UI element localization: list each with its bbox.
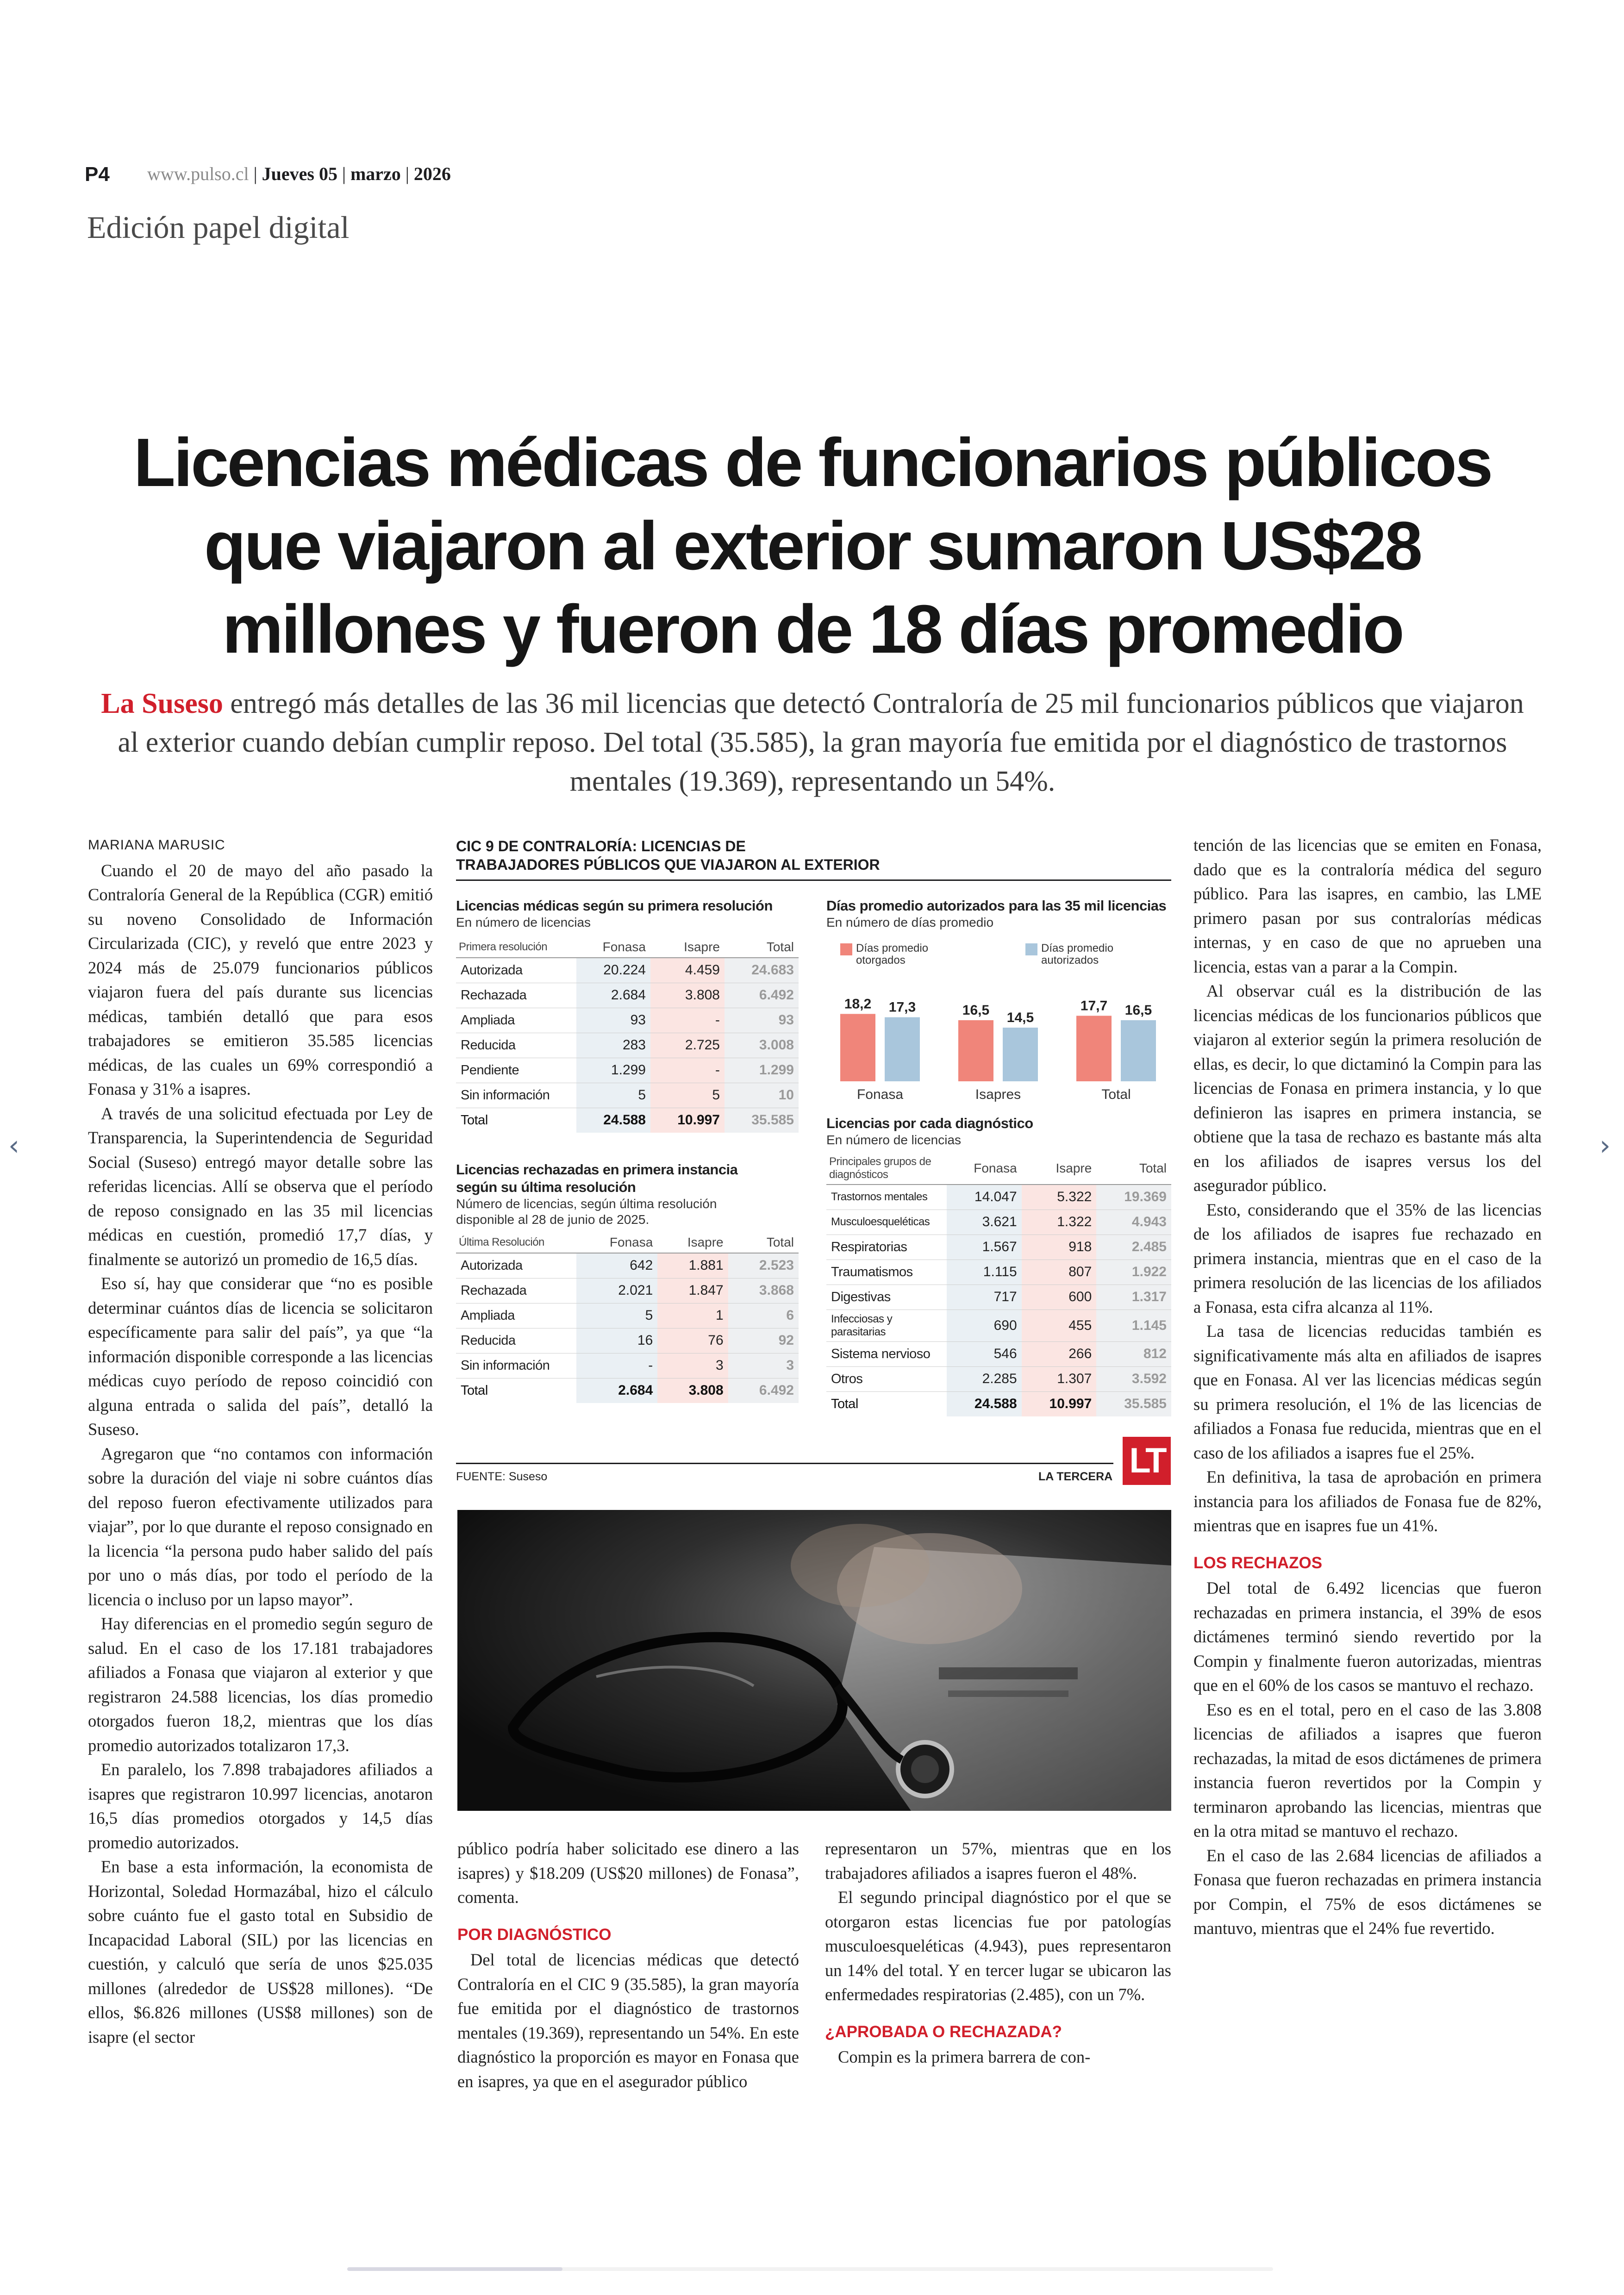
column-header: Fonasa (576, 1232, 657, 1253)
table-cell: 3.808 (650, 983, 725, 1008)
table-cell: 1.317 (1096, 1285, 1171, 1310)
table-row (826, 1366, 1171, 1391)
column-header: Isapre (1022, 1153, 1097, 1185)
table-cell: 455 (1022, 1310, 1097, 1341)
table-cell: 35.585 (725, 1108, 799, 1133)
table-cell: 1.307 (1022, 1366, 1097, 1391)
table-cell: 3.008 (725, 1033, 799, 1058)
data-table (456, 937, 799, 1133)
table-cell: 1.145 (1096, 1310, 1171, 1341)
headline-line: que viajaron al exterior sumaron US$28 (204, 508, 1421, 584)
table-cell: 546 (947, 1341, 1022, 1366)
chevron-left-icon: ‹ (8, 1129, 19, 1162)
column-header: Total (728, 1232, 799, 1253)
table-subtitle: disponible al 28 de junio de 2025. (456, 1212, 650, 1227)
bar (1003, 1028, 1038, 1081)
table-title: Licencias médicas según su primera resolución (456, 898, 773, 914)
table-cell: 3 (657, 1353, 728, 1378)
legend-swatch (1025, 943, 1037, 955)
row-label: Reducida (456, 1328, 576, 1353)
table-cell: 807 (1022, 1260, 1097, 1285)
scrollbar-thumb[interactable] (347, 2267, 562, 2271)
table-cell: 5 (650, 1083, 725, 1108)
table-row (456, 1058, 799, 1083)
table-title: Licencias rechazadas en primera instancia (456, 1161, 738, 1178)
paragraph: Cuando el 20 de mayo del año pasado la Contraloría General de la República (CGR) emitió su noveno Consolidado de Información Circularizada (CIC), y reveló que entre 2023 y 2024 más de 25.079 funcionarios públicos viajaron fuera del país durante sus licencias médicas, también detalló que para esos trabajadores se emitieron 35.585 licencias médicas, de las cuales un 69% correspondió a Fonasa y 31% a isapres. (88, 861, 433, 1098)
row-label: Total (831, 1396, 858, 1411)
table-cell: - (576, 1353, 657, 1378)
infographic-title-line: CIC 9 DE CONTRALORÍA: LICENCIAS DE (456, 838, 746, 854)
lead-highlight: La Suseso (101, 688, 223, 719)
chevron-right-icon: › (1599, 1129, 1611, 1162)
row-label: Respiratorias (826, 1235, 947, 1260)
table-cell: 3.808 (657, 1378, 728, 1403)
headline-line: Licencias médicas de funcionarios públicos (133, 424, 1492, 501)
table-cell: 20.224 (576, 958, 650, 983)
row-label: Otros (826, 1366, 947, 1391)
column-header: Isapre (650, 937, 725, 958)
table-cell: 642 (576, 1253, 657, 1278)
table-cell: 6.492 (728, 1378, 799, 1403)
divider (456, 879, 1171, 881)
table-cell: 93 (576, 1008, 650, 1033)
row-label: Sin información (456, 1083, 576, 1108)
table-row (456, 1278, 799, 1303)
bar-value-label: 18,2 (844, 996, 872, 1012)
row-label: Autorizada (456, 958, 576, 983)
bar-value-label: 16,5 (962, 1003, 990, 1018)
byline: MARIANA MARUSIC (88, 837, 225, 853)
table-row (826, 1260, 1171, 1285)
table-primera-resolucion (456, 897, 799, 1133)
table-cell: 14.047 (947, 1185, 1022, 1210)
bar-chart (826, 934, 1171, 1105)
table-cell: 76 (657, 1328, 728, 1353)
row-label: Sin información (456, 1353, 576, 1378)
table-cell: 5 (576, 1303, 657, 1328)
column-header: Principales grupos de diagnósticos (826, 1153, 947, 1185)
table-cell: 24.588 (576, 1108, 650, 1133)
chart-dias-promedio (826, 897, 1171, 1105)
table-cell: 93 (725, 1008, 799, 1033)
table-cell: 1.847 (657, 1278, 728, 1303)
row-label: Rechazada (456, 1278, 576, 1303)
table-cell: 3 (728, 1353, 799, 1378)
table-cell: 1.881 (657, 1253, 728, 1278)
table-cell: 2.021 (576, 1278, 657, 1303)
row-label: Autorizada (456, 1253, 576, 1278)
table-title: Licencias por cada diagnóstico (826, 1115, 1033, 1131)
table-cell: 4.459 (650, 958, 725, 983)
table-cell: 2.725 (650, 1033, 725, 1058)
table-cell: 16 (576, 1328, 657, 1353)
row-label: Total (461, 1112, 488, 1128)
table-cell: 6 (728, 1303, 799, 1328)
table-cell: 600 (1022, 1285, 1097, 1310)
table-row (456, 1033, 799, 1058)
table-cell: 5.322 (1022, 1185, 1097, 1210)
row-label: Traumatismos (826, 1260, 947, 1285)
row-label: Infecciosas y parasitarias (826, 1310, 947, 1341)
table-row (456, 1008, 799, 1033)
paragraph: representaron un 57%, mientras que en los trabajadores afiliados a isapres fueron el 48%. (825, 1839, 1171, 1883)
table-row (826, 1285, 1171, 1310)
paragraph: Agregaron que “no contamos con información sobre la duración del viaje ni sobre cuántos días del reposo fueron efectivamente utilizados para viajar”, por lo que durante el reposo consignado en la licencia “la persona pudo haber salido del país por uno o más días, por todo el período de la licencia o incluso por un lapso mayor”. (88, 1444, 433, 1609)
table-cell: 1.299 (725, 1058, 799, 1083)
stethoscope-photo (457, 1510, 1171, 1811)
bar (1121, 1020, 1156, 1081)
paragraph: Eso es en el total, pero en el caso de las 3.808 licencias de afiliados a isapres que fueron rechazadas, la mitad de esos dictámenes de primera instancia fueron revertidos por la Compin y terminaron aprobando las licencias, mientras que en la otra mitad se mantuvo el rechazo. (1193, 1700, 1542, 1840)
page-number: P4 (85, 163, 110, 186)
paragraph: tención de las licencias que se emiten en Fonasa, dado que es la contraloría médica del seguro público. Para las isapres, en cambio, las LME primero pasan por sus contralorías médicas internas, y en caso de que no aprueben una licencia, estas van a parar a la Compin. (1193, 836, 1542, 976)
source-credit: FUENTE: Suseso (456, 1470, 548, 1483)
table-row (826, 1341, 1171, 1366)
table-cell: 10.997 (650, 1108, 725, 1133)
table-cell: 3.592 (1096, 1366, 1171, 1391)
table-cell: 5 (576, 1083, 650, 1108)
paragraph: Hay diferencias en el promedio según seguro de salud. En el caso de los 17.181 trabajadores afiliados a Fonasa que viajaron al exterior y que registraron 24.588 licencias, los días promedio otorgados fueron 18,2, mientras que los días promedio autorizados totalizaron 17,3. (88, 1614, 433, 1755)
column-2 (457, 1837, 799, 2094)
column-header: Isapre (657, 1232, 728, 1253)
table-row (826, 1310, 1171, 1341)
table-cell: 35.585 (1096, 1391, 1171, 1416)
table-cell: 24.683 (725, 958, 799, 983)
subheading: ¿APROBADA O RECHAZADA? (825, 2022, 1062, 2041)
row-label: Rechazada (456, 983, 576, 1008)
table-subtitle: En número de licencias (456, 915, 591, 929)
divider (456, 1463, 1113, 1464)
table-cell: 918 (1022, 1235, 1097, 1260)
table-cell: 1.299 (576, 1058, 650, 1083)
date-month: marzo (350, 163, 401, 184)
table-row (456, 1253, 799, 1278)
table-cell: 2.523 (728, 1253, 799, 1278)
bar (885, 1017, 920, 1081)
data-table (826, 1153, 1171, 1416)
prev-page-button[interactable] (8, 1129, 19, 1162)
legend-label: Días promedio (856, 942, 929, 954)
bar-value-label: 17,3 (888, 999, 916, 1015)
table-subtitle: En número de licencias (826, 1133, 962, 1147)
table-cell: 3.868 (728, 1278, 799, 1303)
bar-value-label: 16,5 (1124, 1003, 1152, 1018)
paragraph: En definitiva, la tasa de aprobación en primera instancia para los afiliados de Fonasa fue de 82%, mientras que en isapres fue un 41%. (1193, 1467, 1542, 1535)
bar (958, 1020, 993, 1081)
row-label: Total (461, 1383, 488, 1398)
legend-label: Días promedio (1041, 942, 1114, 954)
date-day: Jueves 05 (262, 163, 337, 184)
paragraph: En el caso de las 2.684 licencias de afiliados a Fonasa que fueron rechazadas en primera instancia por Compin, el 75% de esos dictámenes se mantuvo, mientras que el 24% fue revertido. (1193, 1846, 1542, 1938)
table-row (456, 1108, 799, 1133)
legend-label: otorgados (856, 954, 906, 967)
table-row (456, 1083, 799, 1108)
table-row (456, 983, 799, 1008)
paragraph: Del total de licencias médicas que detectó Contraloría en el CIC 9 (35.585), la gran mayoría fue emitida por el diagnóstico de trastornos mentales (19.369), representando un 54%. En este diagnóstico la proporción es mayor en Fonasa que en isapres, ya que en el asegurador público (457, 1950, 799, 2091)
category-label: Isapres (975, 1087, 1021, 1102)
column-header: Fonasa (947, 1153, 1022, 1185)
table-cell: 812 (1096, 1341, 1171, 1366)
table-cell: 2.285 (947, 1366, 1022, 1391)
paragraph: público podría haber solicitado ese dinero a las isapres) y $18.209 (US$20 millones) de Fonasa”, comenta. (457, 1839, 799, 1907)
photo-illustration (457, 1510, 1171, 1811)
paragraph: En base a esta información, la economista de Horizontal, Soledad Hormazábal, hizo el cálculo sobre cuánto fue el gasto total en Subsidio de Incapacidad Laboral (SIL) por las licencias en cuestión, y calculó que sería de unos $25.035 millones (alrededor de US$28 millones). “De ellos, $6.826 millones (US$8 millones) son de isapre (el sector (88, 1857, 433, 2046)
edition-label: Edición papel digital (87, 210, 350, 245)
table-cell: - (650, 1058, 725, 1083)
bar (840, 1014, 875, 1081)
table-cell: 2.485 (1096, 1235, 1171, 1260)
row-label: Ampliada (456, 1008, 576, 1033)
table-cell: 6.492 (725, 983, 799, 1008)
column-4 (1193, 833, 1542, 1941)
dateline: www.pulso.cl | Jueves 05 | marzo | 2026 (147, 163, 451, 184)
subheading: POR DIAGNÓSTICO (457, 1925, 612, 1944)
column-header: Fonasa (576, 937, 650, 958)
table-cell: 283 (576, 1033, 650, 1058)
table-row (456, 1353, 799, 1378)
table-cell: 24.588 (947, 1391, 1022, 1416)
table-cell: 717 (947, 1285, 1022, 1310)
table-row (456, 1378, 799, 1403)
column-header: Total (725, 937, 799, 958)
table-row (826, 1235, 1171, 1260)
table-row (456, 1328, 799, 1353)
paragraph: Del total de 6.492 licencias que fueron rechazadas en primera instancia, el 39% de esos dictámenes terminó siendo revertido por la Compin y finalmente fueron autorizadas, mientras que en el 60% de los casos se mantuvo el rechazo. (1193, 1578, 1542, 1695)
row-label: Reducida (456, 1033, 576, 1058)
column-header: Primera resolución (456, 937, 576, 958)
table-row (456, 1303, 799, 1328)
data-table (456, 1232, 799, 1403)
table-row (826, 1185, 1171, 1210)
table-cell: 92 (728, 1328, 799, 1353)
headline (83, 421, 1542, 671)
table-ultima-resolucion (456, 1161, 799, 1403)
paragraph: Compin es la primera barrera de con- (838, 2047, 1091, 2066)
infographic-title (456, 837, 919, 874)
legend-label: autorizados (1041, 954, 1099, 967)
bar-value-label: 14,5 (1006, 1010, 1034, 1025)
paragraph: Al observar cuál es la distribución de las licencias médicas de los funcionarios públicos que viajaron al exterior según la primera resolución de ellas, es decir, lo que dictaminó la Compin para las licencias de Fonasa en primera instancia, y lo que definieron las isapres en primera instancia, se obtiene que la tasa de rechazo es bastante más alta en los afiliados de isapres versus los del asegurador público. (1193, 981, 1542, 1195)
chart-title: Días promedio autorizados para las 35 mil licencias (826, 898, 1167, 914)
lead (88, 684, 1537, 801)
site-url: www.pulso.cl (147, 163, 249, 184)
row-label: Digestivas (826, 1285, 947, 1310)
row-label: Musculoesqueléticas (826, 1210, 947, 1235)
row-label: Trastornos mentales (826, 1185, 947, 1210)
paragraph: El segundo principal diagnóstico por el que se otorgaron estas licencias fue por patologías musculoesqueléticas (4.943), pues representaron un 14% del total. Y en tercer lugar se ubicaron las enfermedades respiratorias (2.485), con un 7%. (825, 1888, 1171, 2004)
column-1 (88, 833, 433, 2049)
bar-value-label: 17,7 (1080, 998, 1108, 1014)
la-tercera-logo: LT (1123, 1437, 1171, 1485)
infographic (456, 837, 1171, 1503)
row-label: Pendiente (456, 1058, 576, 1083)
paragraph: En paralelo, los 7.898 trabajadores afiliados a isapres que registraron 10.997 licencias, anotaron 16,5 días promedios otorgados y 14,5 días promedio autorizados. (88, 1760, 433, 1852)
paragraph: Esto, considerando que el 35% de las licencias de los afiliados de isapres fue rechazado en primera instancia, mientras que en el caso de la primera resolución de las licencias de los afiliados a Fonasa, esta cifra alcanza al 11%. (1193, 1200, 1542, 1316)
column-3 (825, 1837, 1171, 2070)
table-cell: 3.621 (947, 1210, 1022, 1235)
category-label: Total (1101, 1087, 1131, 1102)
table-title: según su última resolución (456, 1179, 636, 1195)
subheading: LOS RECHAZOS (1193, 1553, 1323, 1572)
table-cell: 690 (947, 1310, 1022, 1341)
table-cell: 4.943 (1096, 1210, 1171, 1235)
chart-subtitle: En número de días promedio (826, 915, 994, 929)
table-cell: 10.997 (1022, 1391, 1097, 1416)
table-cell: 1.322 (1022, 1210, 1097, 1235)
table-cell: 10 (725, 1083, 799, 1108)
column-header: Total (1096, 1153, 1171, 1185)
legend-swatch (840, 943, 852, 955)
bar (1076, 1016, 1112, 1081)
table-row (826, 1391, 1171, 1416)
infographic-title-line: TRABAJADORES PÚBLICOS QUE VIAJARON AL EXTERIOR (456, 856, 880, 873)
table-cell: 266 (1022, 1341, 1097, 1366)
paragraph: La tasa de licencias reducidas también es significativamente más alta en afiliados de isapres que en Fonasa. Al ver las licencias médicas según su primera resolución, el 1% de las licencias de afiliados a Fonasa fue reducida, mientras que en el caso de los afiliados a isapres fue el 25%. (1193, 1322, 1542, 1462)
headline-line: millones y fueron de 18 días promedio (222, 591, 1403, 667)
table-row (826, 1210, 1171, 1235)
lead-text: entregó más detalles de las 36 mil licencias que detectó Contraloría de 25 mil funcionarios públicos que viajaron al exterior cuando debían cumplir reposo. Del total (35.585), la gran mayoría fue emitida por el diagnóstico de trastornos mentales (19.369), representando un 54%. (118, 688, 1524, 797)
table-cell: 2.684 (576, 1378, 657, 1403)
paragraph: A través de una solicitud efectuada por Ley de Transparencia, la Superintendencia de Seguridad Social (Suseso) entregó mayor detalle sobre las referidas licencias. Allí se observa que el período de reposo consignado en las 35 mil licencias médicas en cuestión, promedió 17,7 días, y finalmente se autorizó un promedio de 16,5 días. (88, 1104, 433, 1269)
date-year: 2026 (413, 163, 451, 184)
row-label: Ampliada (456, 1303, 576, 1328)
table-diagnostico (826, 1115, 1171, 1416)
table-cell: 1 (657, 1303, 728, 1328)
paragraph: Eso sí, hay que considerar que “no es posible determinar cuántos días de licencia se solicitaron específicamente para salir del país”, ya que “la información disponible corresponde a las licencias médicas cuyo período de reposo coincidió con alguna entrada o salida del país”, detalló la Suseso. (88, 1274, 433, 1439)
table-cell: 1.922 (1096, 1260, 1171, 1285)
table-row (456, 958, 799, 983)
column-header: Última Resolución (456, 1232, 576, 1253)
table-subtitle: Número de licencias, según última resolución (456, 1197, 717, 1211)
table-cell: 19.369 (1096, 1185, 1171, 1210)
row-label: Sistema nervioso (826, 1341, 947, 1366)
table-cell: 2.684 (576, 983, 650, 1008)
next-page-button[interactable] (1599, 1129, 1611, 1162)
table-cell: 1.567 (947, 1235, 1022, 1260)
graphic-credit: LA TERCERA (1038, 1470, 1113, 1483)
table-cell: 1.115 (947, 1260, 1022, 1285)
table-cell: - (650, 1008, 725, 1033)
category-label: Fonasa (856, 1087, 904, 1102)
